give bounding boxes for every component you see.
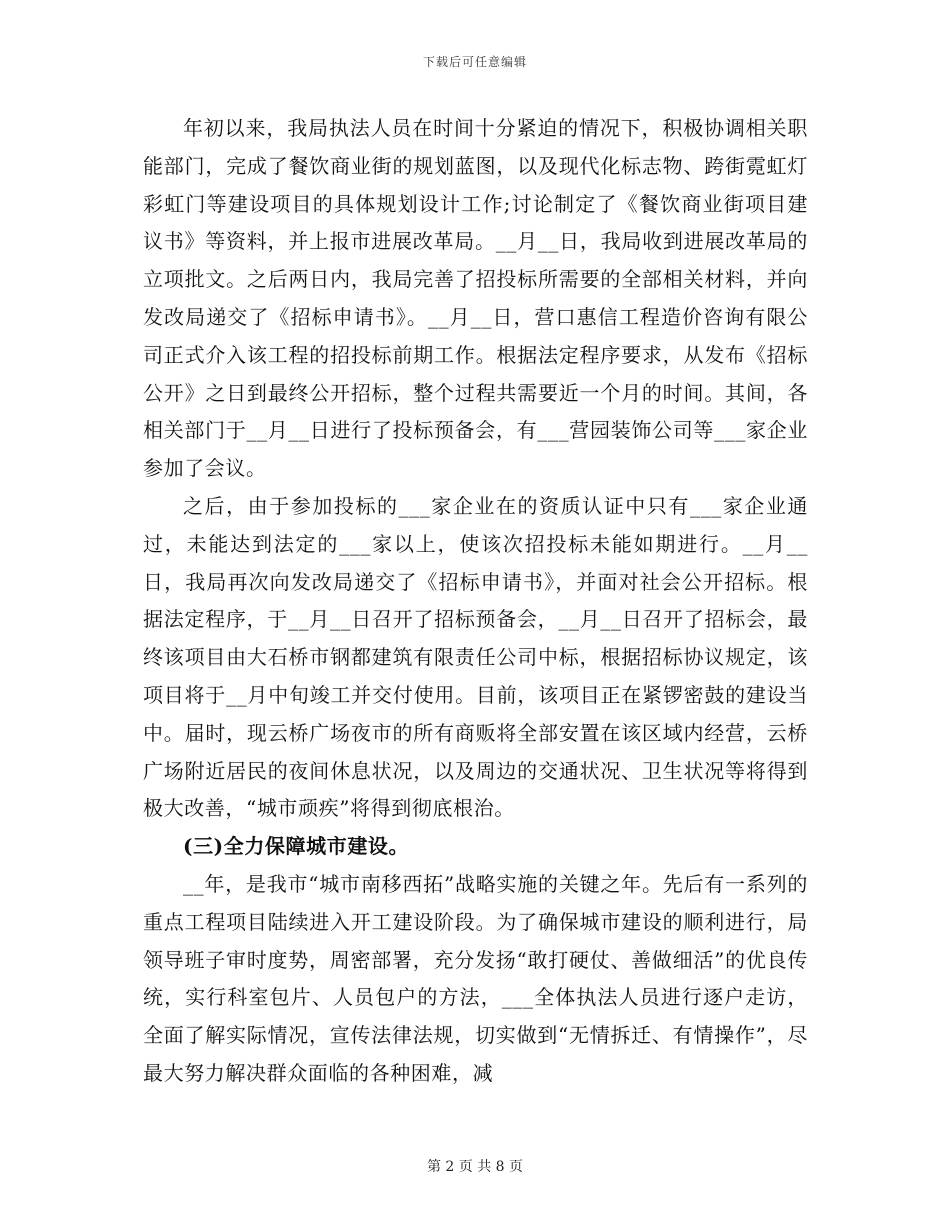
document-body [143,110,808,1093]
page-number: 第 2 页 共 8 页 [426,1159,524,1175]
body-paragraph: __年，是我市“城市南移西拓”战略实施的关键之年。先后有一系列的重点工程项目陆续进入开工建设阶段。为了确保城市建设的顺利进行，局领导班子审时度势，周密部署，充分发扬“敢打硬仗、善做细活”的优良传统，实行科室包片、人员包户的方法，___全体执法人员进行逐户走访，全面了解实际情况，宣传法律法规，切实做到“无情拆迁、有情操作”，尽最大努力解决群众面临的各种困难，减 [143,871,808,1085]
body-paragraph: 之后，由于参加投标的___家企业在的资质认证中只有___家企业通过，未能达到法定的___家以上，使该次招投标未能如期进行。__月__日，我局再次向发改局递交了《招标申请书》，并面对社会公开招标。根据法定程序，于__月__日召开了招标预备会，__月__日召开了招标会，最终该项目由大石桥市钢都建筑有限责任公司中标，根据招标协议规定，该项目将于__月中旬竣工并交付使用。目前，该项目正在紧锣密鼓的建设当中。届时，现云桥广场夜市的所有商贩将全部安置在该区域内经营，云桥广场附近居民的夜间休息状况，以及周边的交通状况、卫生状况等将得到极大改善，“城市顽疾”将得到彻底根治。 [143,493,808,821]
section-heading: (三)全力保障城市建设。 [183,834,410,859]
page-header-note: 下载后可任意编辑 [422,55,527,69]
body-paragraph: 年初以来，我局执法人员在时间十分紧迫的情况下，积极协调相关职能部门，完成了餐饮商业街的规划蓝图，以及现代化标志物、跨街霓虹灯彩虹门等建设项目的具体规划设计工作;讨论制定了《餐饮商业街项目建议书》等资料，并上报市进展改革局。__月__日，我局收到进展改革局的立项批文。之后两日内，我局完善了招投标所需要的全部相关材料，并向发改局递交了《招标申请书》。__月__日，营口惠信工程造价咨询有限公司正式介入该工程的招投标前期工作。根据法定程序要求，从发布《招标公开》之日到最终公开招标，整个过程共需要近一个月的时间。其间，各相关部门于__月__日进行了投标预备会，有___营园装饰公司等___家企业参加了会议。 [143,116,808,481]
